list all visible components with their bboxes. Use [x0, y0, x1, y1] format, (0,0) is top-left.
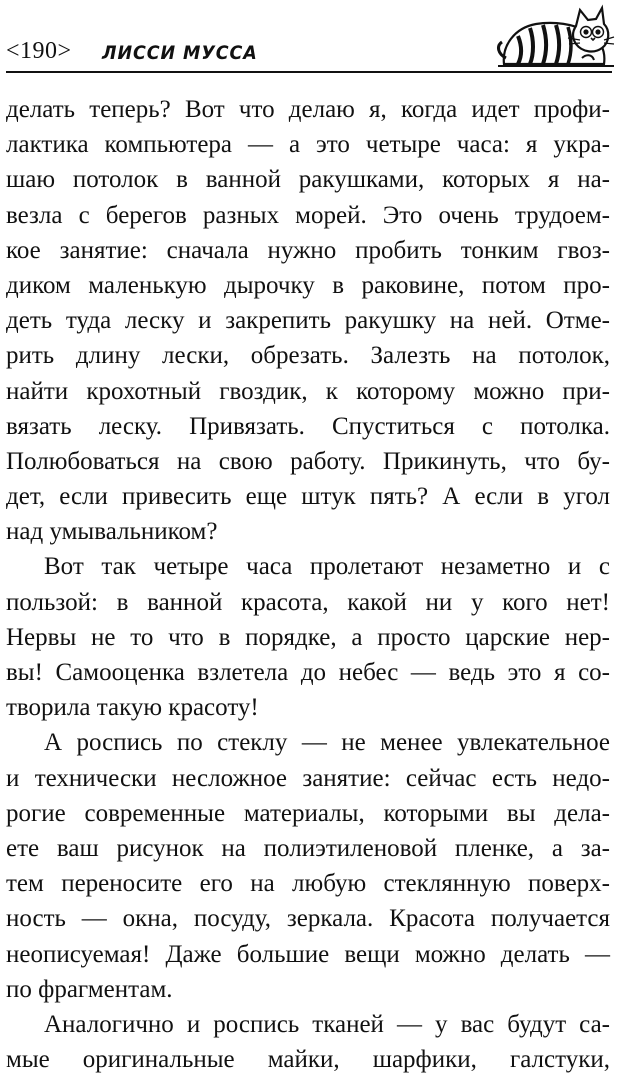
text-line: кое занятие: сначала нужно пробить тонким гвоз-: [6, 236, 610, 264]
paragraph: [6, 725, 610, 1007]
text-line: вы! Самооценка взлетела до небес — ведь это я со-: [6, 659, 610, 686]
text-line: шаю потолок в ванной ракушками, которых я на-: [6, 166, 610, 194]
page-number: <190>: [6, 38, 72, 64]
text-line: диком маленькую дырочку в раковине, потом про-: [6, 271, 610, 299]
header-rule: [6, 71, 612, 73]
book-title: ЛИССИ МУССА: [102, 42, 258, 64]
text-line: над умывальником?: [6, 518, 218, 546]
text-line: рить длину лески, обрезать. Залезть на потолок,: [6, 342, 610, 370]
text-line: творила такую красоту!: [6, 694, 259, 722]
paragraph: [6, 92, 610, 549]
text-line: рогие современные материалы, которыми вы дела-: [6, 799, 610, 827]
paragraph: [6, 1007, 610, 1077]
text-line: мые оригинальные майки, шарфики, галстуки,: [6, 1046, 610, 1074]
text-line: Нервы не то что в порядке, а просто царские нер-: [6, 623, 610, 651]
cat-icon: [496, 2, 616, 74]
text-line: неописуемая! Даже большие вещи можно делать —: [6, 940, 610, 968]
body-text: [6, 92, 610, 1077]
text-line: А роспись по стеклу — не менее увлекательное: [44, 729, 610, 757]
text-line: найти крохотный гвоздик, к которому можно при-: [6, 377, 610, 405]
text-line: делать теперь? Вот что делаю я, когда идет профи-: [6, 96, 610, 123]
text-line: Полюбоваться на свою работу. Прикинуть, что бу-: [6, 447, 610, 475]
text-line: ете ваш рисунок на полиэтиленовой пленке, а за-: [6, 834, 610, 862]
text-line: тем переносите его на любую стеклянную поверх-: [6, 870, 610, 898]
text-line: везла с берегов разных морей. Это очень трудоем-: [6, 201, 610, 229]
text-line: дет, если привесить еще штук пять? А если в угол: [6, 483, 610, 511]
text-line: ность — окна, посуду, зеркала. Красота получается: [6, 905, 610, 933]
text-line: по фрагментам.: [6, 975, 173, 1003]
text-line: пользой: в ванной красота, какой ни у кого нет!: [6, 588, 610, 616]
paragraph: [6, 549, 610, 725]
text-line: лактика компьютера — а это четыре часа: я укра-: [6, 131, 610, 159]
text-line: и технически несложное занятие: сейчас есть недо-: [6, 764, 610, 792]
text-line: деть туда леску и закрепить ракушку на ней. Отме-: [6, 307, 610, 335]
text-line: Аналогично и роспись тканей — у вас будут са-: [44, 1010, 610, 1038]
text-line: Вот так четыре часа пролетают незаметно и с: [44, 553, 610, 581]
text-line: вязать леску. Привязать. Спуститься с потолка.: [6, 412, 610, 440]
